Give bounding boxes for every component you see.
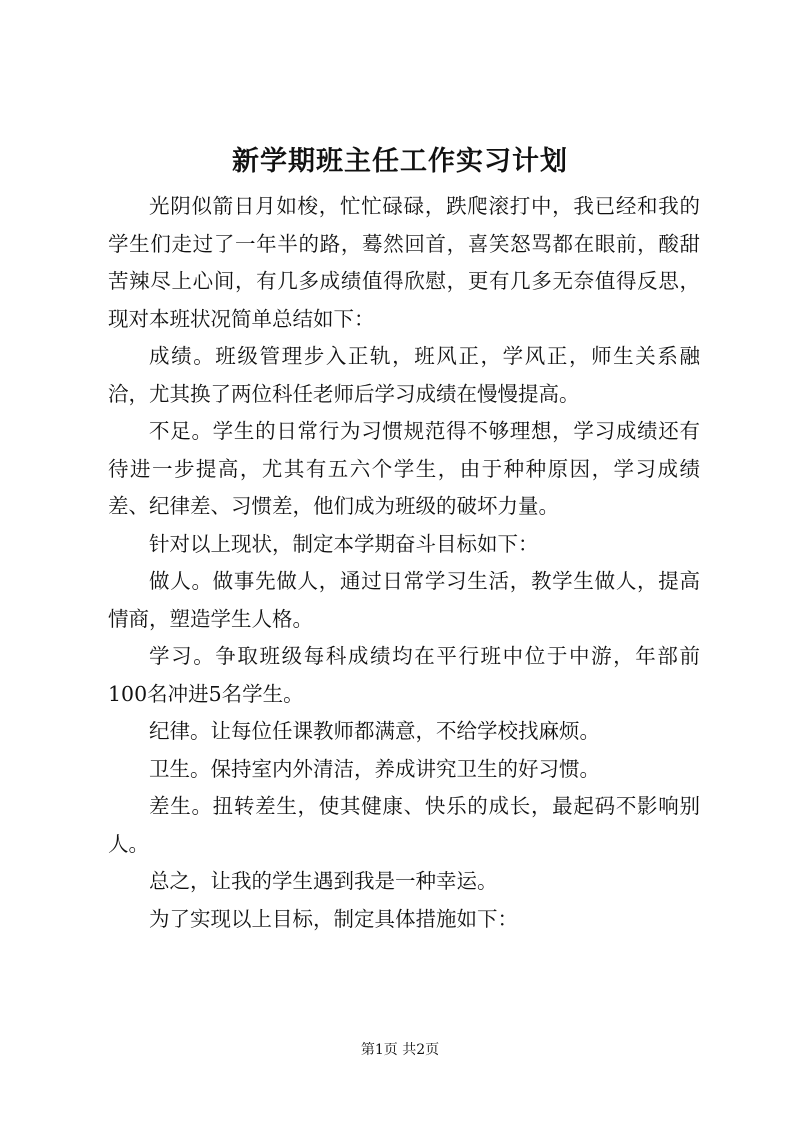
paragraph-goals-intro: 针对以上现状，制定本学期奋斗目标如下： <box>149 531 539 556</box>
document-body <box>108 188 700 938</box>
paragraph-measures-intro: 为了实现以上目标，制定具体措施如下： <box>149 906 518 931</box>
paragraph-goal-character: 做人。做事先做人，通过日常学习生活，教学生做人，提高情商，塑造学生人格。 <box>108 569 700 631</box>
paragraph-goal-discipline: 纪律。让每位任课教师都满意，不给学校找麻烦。 <box>149 719 600 743</box>
paragraph-shortcomings: 不足。学生的日常行为习惯规范得不够理想，学习成绩还有待进一步提高，尤其有五六个学生，由于种种原因，学习成绩差、纪律差、习惯差，他们成为班级的破坏力量。 <box>108 419 700 518</box>
paragraph-goal-struggling-students: 差生。扭转差生，使其健康、快乐的成长，最起码不影响别人。 <box>108 794 700 856</box>
paragraph-goal-hygiene: 卫生。保持室内外清洁，养成讲究卫生的好习惯。 <box>149 756 600 781</box>
paragraph-intro: 光阴似箭日月如梭，忙忙碌碌，跌爬滚打中，我已经和我的学生们走过了一年半的路，蓦然回首，喜笑怒骂都在眼前，酸甜苦辣尽上心间，有几多成绩值得欣慰，更有几多无奈值得反思，现对本班状况简单总结如下： <box>108 194 700 331</box>
paragraph-summary: 总之，让我的学生遇到我是一种幸运。 <box>149 869 498 893</box>
document-title: 新学期班主任工作实习计划 <box>232 146 568 177</box>
paragraph-goal-study: 学习。争取班级每科成绩均在平行班中位于中游，年部前100名冲进5名学生。 <box>108 644 700 706</box>
page-number-footer: 第1页 共2页 <box>360 1042 440 1058</box>
paragraph-achievements: 成绩。班级管理步入正轨，班风正，学风正，师生关系融洽，尤其换了两位科任老师后学习成绩在慢慢提高。 <box>108 344 700 406</box>
